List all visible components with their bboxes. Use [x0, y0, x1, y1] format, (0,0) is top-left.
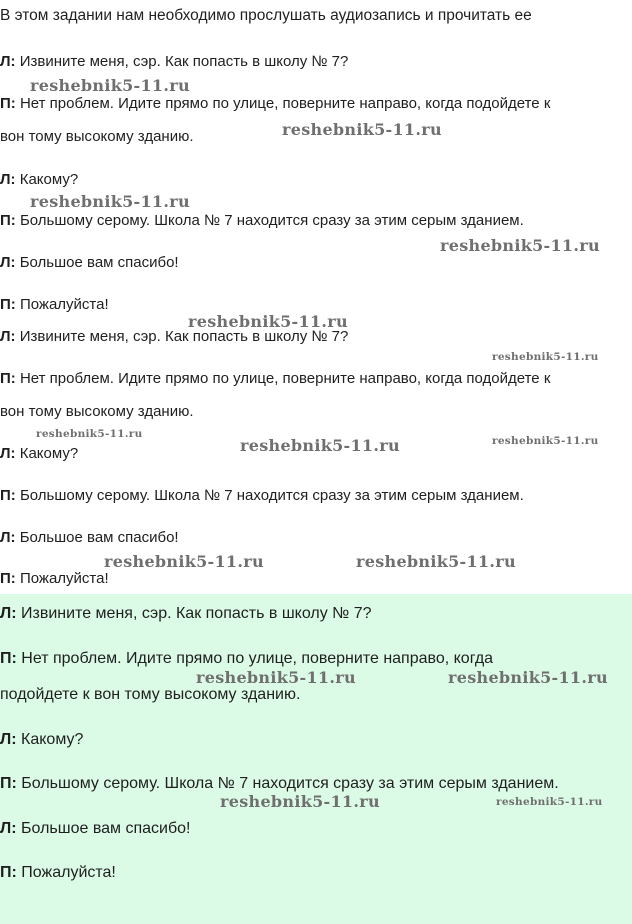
- speaker-label: П:: [0, 370, 16, 387]
- watermark: reshebnik5-11.ru: [356, 552, 516, 571]
- dialogue-text: Пожалуйста!: [19, 570, 109, 587]
- watermark: reshebnik5-11.ru: [282, 120, 442, 139]
- dialogue1-p2: [0, 211, 524, 231]
- speaker-label: П:: [0, 775, 17, 792]
- dialogue-text: Большому серому. Школа № 7 находится сразу за этим серым зданием.: [21, 775, 559, 792]
- dialogue-text: Пожалуйста!: [21, 864, 116, 881]
- speaker-label: П:: [0, 650, 17, 667]
- speaker-label: Л:: [0, 731, 17, 748]
- speaker-label: Л:: [0, 171, 16, 188]
- dialogue2-p3: [0, 569, 109, 589]
- dialogue3-p1a: [0, 648, 493, 670]
- watermark: reshebnik5-11.ru: [492, 351, 599, 363]
- speaker-label: Л:: [0, 605, 17, 622]
- intro-text: В этом задании нам необходимо прослушать аудиозапись и прочитать ее: [0, 7, 532, 24]
- speaker-label: П:: [0, 864, 17, 881]
- speaker-label: Л:: [0, 328, 16, 345]
- dialogue-text: Какому?: [21, 731, 84, 748]
- speaker-label: Л:: [0, 445, 16, 462]
- dialogue3-p1b: подойдете к вон тому высокому зданию.: [0, 686, 301, 703]
- dialogue1-p1b: вон тому высокому зданию.: [0, 128, 194, 145]
- dialogue1-p3: [0, 295, 109, 315]
- dialogue-text: Большое вам спасибо!: [19, 529, 179, 546]
- dialogue-text: Извините меня, сэр. Как попасть в школу № 7?: [21, 605, 372, 622]
- speaker-label: Л:: [0, 529, 16, 546]
- dialogue-text: Пожалуйста!: [19, 296, 109, 313]
- dialogue-text: Какому?: [19, 171, 79, 188]
- dialogue-text: Нет проблем. Идите прямо по улице, поверните направо, когда подойдете к: [19, 370, 551, 387]
- dialogue1-l1: [0, 52, 348, 72]
- dialogue3-l2: [0, 729, 83, 751]
- dialogue1-l3: [0, 253, 179, 273]
- watermark: reshebnik5-11.ru: [440, 236, 600, 255]
- watermark: reshebnik5-11.ru: [30, 192, 190, 211]
- watermark: reshebnik5-11.ru: [240, 436, 400, 455]
- dialogue-text: Большому серому. Школа № 7 находится сразу за этим серым зданием.: [19, 487, 524, 504]
- speaker-label: Л:: [0, 254, 16, 271]
- dialogue-text: Большому серому. Школа № 7 находится сразу за этим серым зданием.: [19, 212, 524, 229]
- speaker-label: П:: [0, 570, 16, 587]
- dialogue-text: Большое вам спасибо!: [19, 254, 179, 271]
- watermark: reshebnik5-11.ru: [496, 796, 603, 808]
- speaker-label: Л:: [0, 820, 17, 837]
- dialogue2-l3: [0, 528, 179, 548]
- dialogue3-p3: [0, 862, 116, 884]
- watermark: reshebnik5-11.ru: [104, 552, 264, 571]
- dialogue2-p1b: вон тому высокому зданию.: [0, 403, 194, 420]
- watermark: reshebnik5-11.ru: [196, 668, 356, 687]
- dialogue1-p1a: [0, 94, 550, 114]
- dialogue-text: Извините меня, сэр. Как попасть в школу № 7?: [19, 53, 349, 70]
- speaker-label: П:: [0, 212, 16, 229]
- dialogue2-p1a: [0, 369, 550, 389]
- speaker-label: П:: [0, 296, 16, 313]
- dialogue-text: Нет проблем. Идите прямо по улице, поверните направо, когда подойдете к: [19, 95, 551, 112]
- dialogue1-l2: [0, 170, 78, 190]
- dialogue-text: Большое вам спасибо!: [21, 820, 191, 837]
- watermark: reshebnik5-11.ru: [188, 312, 348, 331]
- speaker-label: П:: [0, 487, 16, 504]
- dialogue-text: Извините меня, сэр. Как попасть в школу № 7?: [19, 328, 349, 345]
- dialogue3-l1: [0, 603, 372, 625]
- watermark: reshebnik5-11.ru: [220, 792, 380, 811]
- speaker-label: Л:: [0, 53, 16, 70]
- dialogue3-l3: [0, 818, 190, 840]
- watermark: reshebnik5-11.ru: [492, 435, 599, 447]
- dialogue-text: Нет проблем. Идите прямо по улице, поверните направо, когда: [21, 650, 494, 667]
- speaker-label: П:: [0, 95, 16, 112]
- watermark: reshebnik5-11.ru: [36, 428, 143, 440]
- dialogue-text: Какому?: [19, 445, 79, 462]
- dialogue2-p2: [0, 486, 524, 506]
- dialogue2-l2: [0, 444, 78, 464]
- watermark: reshebnik5-11.ru: [30, 76, 190, 95]
- watermark: reshebnik5-11.ru: [448, 668, 608, 687]
